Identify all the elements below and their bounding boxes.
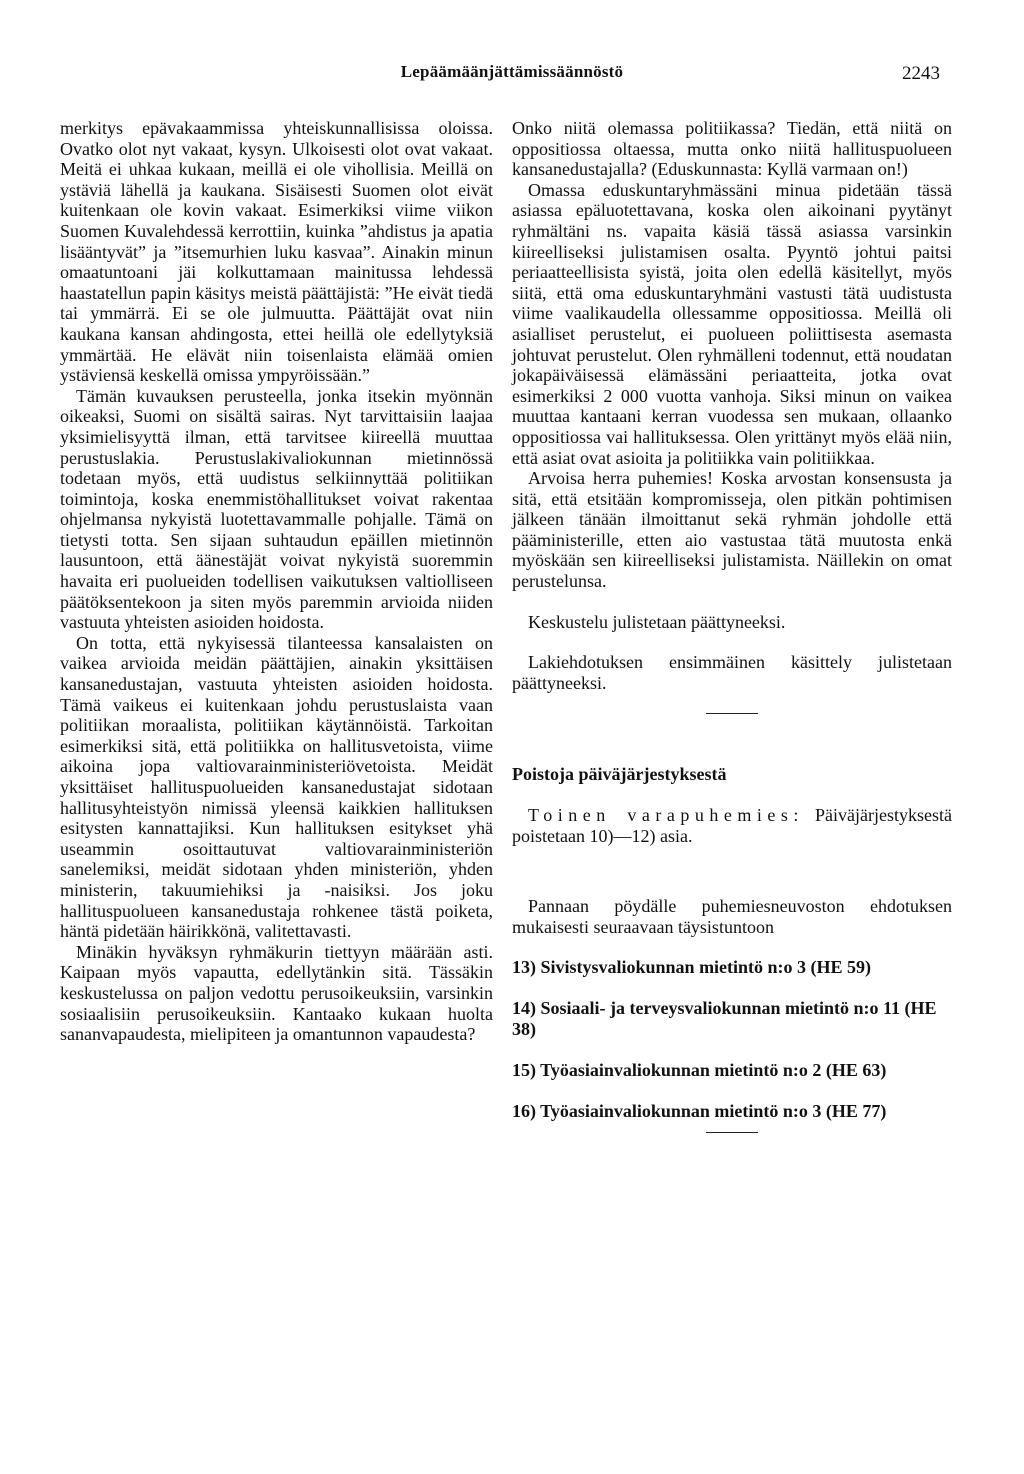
tabling-intro: Pannaan pöydälle puhemiesneuvoston ehdotuksen mukaisesti seuraavaan täysistuntoon <box>512 896 952 937</box>
speaker-name: Toinen varapuhemies: <box>528 805 804 826</box>
left-column <box>60 118 493 1045</box>
divider <box>706 1132 758 1133</box>
statement-text: Päiväjärjestyksestä poistetaan 10)—12) asia. <box>512 805 952 846</box>
agenda-item: 15) Työasiainvaliokunnan mietintö n:o 2 (HE 63) <box>512 1060 887 1081</box>
page-number: 2243 <box>902 63 940 84</box>
agenda-item: 14) Sosiaali- ja terveysvaliokunnan mietintö n:o 11 (HE 38) <box>512 998 937 1040</box>
agenda-item: 13) Sivistysvaliokunnan mietintö n:o 3 (HE 59) <box>512 957 872 978</box>
closing-note: Keskustelu julistetaan päättyneeksi. <box>528 611 786 632</box>
paragraph: merkitys epävakaammissa yhteiskunnallisissa oloissa. Ovatko olot nyt vakaat, kysyn. Ulkoisesti olot ovat vakaat. Meitä ei uhkaa kukaan, meillä ei ole vihollisia. Meillä on ystäviä lähellä ja kaukana. Sisäisesti Suomen olot eivät kuitenkaan ole kovin vakaat. Esimerkiksi viime viikon Suomen Kuvalehdessä kerrottiin, kuinka ”ahdistus ja apatia lisääntyvät” ja ”itsemurhien luku kasvaa”. Ainakin minun omaatuntoani jäi kolkuttamaan mainitussa lehdessä haastatellun papin käsitys meistä päättäjistä: ”He eivät tiedä tai ymmärrä. Ei se ole julmuutta. Päättäjät ovat niin kaukana kansan ahdingosta, ettei heillä ole edellytyksiä ymmärtää. He elävät niin toisenlaista elämää omien ystäviensä keskellä omissa ympyröissään.” <box>60 118 493 386</box>
closing-note: Lakiehdotuksen ensimmäinen käsittely julistetaan päättyneeksi. <box>512 652 952 693</box>
paragraph: On totta, että nykyisessä tilanteessa kansalaisten on vaikea arvioida meidän päättäjien, ainakin yksittäisen kansanedustajan, vastuuta yhteisten asioiden hoidosta. Tämä vaikeus ei kuitenkaan johdu perustuslaista vaan politiikan moraalista, politiikan käytännöistä. Tarkoitan esimerkiksi sitä, että politiikka on hallitusvetoista, viime aikoina jopa valtiovarainministeriövetoista. Meidät yksittäiset hallituspuolueiden kansanedustajat sidotaan hallitusyhteistyön nimissä yleensä kaikkien hallituksen esitysten kannattajiksi. Kun hallituksen esitykset yhä useammin osoittautuvat valtiovarainministeriön sanelemiksi, meidät sidotaan yhden ministeriön, yhden ministerin, takuumiehiksi ja -naisiksi. Jos joku hallituspuolueen kansanedustaja rohkenee tästä poiketa, häntä pidetään häirikkönä, valitettavasti. <box>60 632 493 942</box>
paragraph: Arvoisa herra puhemies! Koska arvostan konsensusta ja sitä, että etsitään kompromisseja, olen pitkän pohtimisen jälkeen tänään ilmoittanut sekä ryhmän johdolle että pääministerille, etten aio vastustaa tätä muutosta enkä myöskään sen kiireelliseksi julistamista. Näillekin on omat perustelunsa. <box>512 468 952 592</box>
section-title: Poistoja päiväjärjestyksestä <box>512 764 727 785</box>
paragraph: Tämän kuvauksen perusteella, jonka itsekin myönnän oikeaksi, Suomi on sisältä sairas. Nyt tarvittaisiin laajaa yksimielisyyttä ilman, että tarvitsee kiireellä muuttaa perustuslakia. Perustuslakivaliokunnan mietinnössä todetaan myös, että uudistus selkiinnyttää politiikan toimintoja, koska enemmistöhallitukset voivat rakentaa ohjelmansa nykyistä luotettavammalle pohjalle. Tämä on tietysti totta. Sen sijaan suhtaudun epäillen mietinnön lausuntoon, että äänestäjät voivat nykyistä suoremmin havaita eri puolueiden todellisen vaikutuksen valtiolliseen päätöksentekoon ja siten myös paremmin arvioida niiden vastuuta yhteisten asioiden hoidosta. <box>60 385 493 633</box>
paragraph: Onko niitä olemassa politiikassa? Tiedän, että niitä on oppositiossa oltaessa, mutta onko niitä hallituspuolueen kansanedustajalla? (Eduskunnasta: Kyllä varmaan on!) <box>512 118 952 180</box>
agenda-item: 16) Työasiainvaliokunnan mietintö n:o 3 (HE 77) <box>512 1101 887 1122</box>
paragraph: Minäkin hyväksyn ryhmäkurin tiettyyn määrään asti. Kaipaan myös vapautta, edellytänkin sitä. Tässäkin keskustelussa on paljon vedottu perusoikeuksiin, varsinkin sosiaalisiin perusoikeuksiin. Kantaako kukaan huolta sananvapaudesta, mielipiteen ja omantunnon vapaudesta? <box>60 941 493 1045</box>
speaker-statement <box>512 805 952 846</box>
running-header-title: Lepäämäänjättämissäännöstö <box>400 62 624 81</box>
right-column <box>512 118 952 1133</box>
paragraph: Omassa eduskuntaryhmässäni minua pidetään tässä asiassa epäluotettavana, koska olen aikoinani pyytänyt ryhmältäni ns. vapaita käsiä tässä asiassa varsinkin kiireelliseksi julistamisen osalta. Pyyntö johtui paitsi periaatteellisista syistä, joita olen edellä käsitellyt, myös siitä, että oma eduskuntaryhmäni vastusti tätä uudistusta viime vaalikaudella ollessamme oppositiossa. Meillä oli asialliset perustelut, ei puolueen poliittisesta asemasta johtuvat perustelut. Olen ryhmälleni todennut, että noudatan jokapäiväisessä elämässäni periaatteita, jotka ovat esimerkiksi 2 000 vuotta vanhoja. Siksi minun on vaikea muuttaa kantaani kerran vuodessa sen mukaan, ollaanko oppositiossa vai hallituksessa. Olen yrittänyt myös elää niin, että asiat ovat asioita ja politiikka vain politiikkaa. <box>512 179 952 468</box>
